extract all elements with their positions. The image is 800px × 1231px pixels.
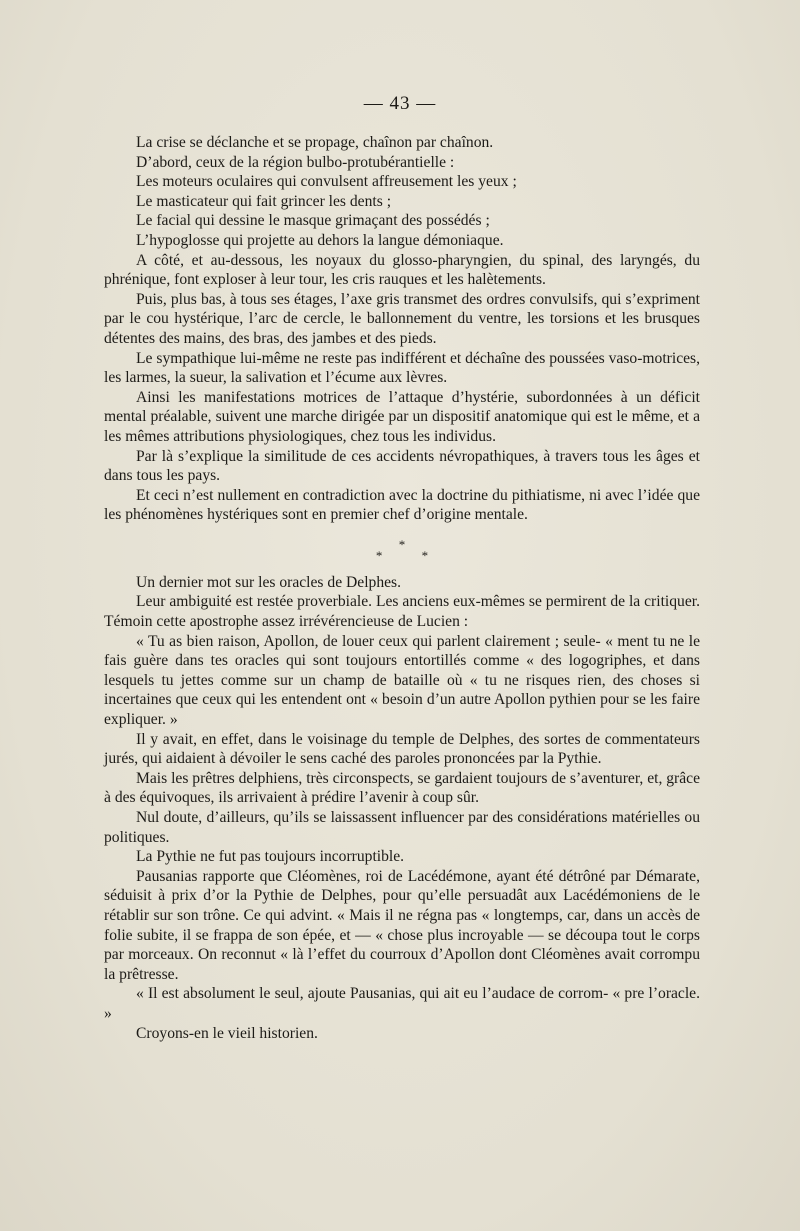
paragraph: Leur ambiguité est restée proverbiale. Les anciens eux-mêmes se permirent de la critiquer. Témoin cette apostrophe assez irrévérencieuse de Lucien : [104, 593, 700, 631]
paragraph: D’abord, ceux de la région bulbo-protubérantielle : [136, 153, 455, 171]
paragraph: Le masticateur qui fait grincer les dents ; [136, 192, 392, 210]
asterisk-top: * [398, 536, 406, 552]
paragraph: Nul doute, d’ailleurs, qu’ils se laissassent influencer par des considérations matérielles ou politiques. [104, 809, 700, 846]
paragraph: La Pythie ne fut pas toujours incorruptible. [136, 848, 405, 866]
asterisk-bottom: * * [375, 547, 447, 563]
paragraph: A côté, et au-dessous, les noyaux du glosso-pharyngien, du spinal, des laryngés, du phrénique, font exploser à leur tour, les cris rauques et les halètements. [104, 251, 700, 289]
paragraph: Le facial qui dessine le masque grimaçant des possédés ; [136, 212, 490, 230]
paragraph: Et ceci n’est nullement en contradiction avec la doctrine du pithiatisme, ni avec l’idée que les phénomènes hystériques sont en premier chef d’origine mentale. [104, 486, 700, 524]
quotation: « Il est absolument le seul, ajoute Pausanias, qui ait eu l’audace de corrom- « pre l’oracle. » [104, 985, 700, 1022]
section-separator [104, 536, 700, 563]
paragraph: Un dernier mot sur les oracles de Delphes. [136, 573, 402, 591]
paragraph: Mais les prêtres delphiens, très circonspects, se gardaient toujours de s’aventurer, et, grâce à des équivoques, ils arrivaient à prédire l’avenir à coup sûr. [104, 769, 701, 807]
page-number: — 43 — [363, 93, 437, 114]
paragraph: Les moteurs oculaires qui convulsent affreusement les yeux ; [136, 173, 517, 191]
paragraph: Le sympathique lui-même ne reste pas indifférent et déchaîne des poussées vaso-motrices, les larmes, la sueur, la salivation et l’écume aux lèvres. [104, 349, 700, 387]
paragraph: L’hypoglosse qui projette au dehors la langue démoniaque. [136, 231, 504, 249]
paragraph: Croyons-en le vieil historien. [136, 1024, 318, 1042]
paragraph: La crise se déclanche et se propage, chaînon par chaînon. [136, 134, 494, 151]
quotation: « Tu as bien raison, Apollon, de louer ceux qui parlent clairement ; seule- « ment tu ne le fais guère dans tes oracles qui sont toujours entortillés comme « des logogriphes, et dans lesquels tu jettes comme sur un champ de bataille où « tu ne risques rien, des choses si incertaines que ceux qui les entendent ont « besoin d’un autre Apollon pythien pour se les faire expliquer. » [104, 632, 700, 729]
paragraph: Il y avait, en effet, dans le voisinage du temple de Delphes, des sortes de commentateurs jurés, qui aidaient à dévoiler le sens caché des paroles prononcées par la Pythie. [104, 730, 700, 768]
paragraph: Par là s’explique la similitude de ces accidents névropathiques, à travers tous les âges et dans tous les pays. [104, 447, 700, 485]
paragraph: Puis, plus bas, à tous ses étages, l’axe gris transmet des ordres convulsifs, qui s’expriment par le cou hystérique, l’arc de cercle, le ballonnement du ventre, les torsions et les brusques détentes des mains, des bras, des jambes et des pieds. [104, 290, 700, 347]
paragraph: Pausanias rapporte que Cléomènes, roi de Lacédémone, ayant été détrôné par Démarate, séduisit à prix d’or la Pythie de Delphes, pour qu’elle persuadât aux Lacédémoniens de le rétablir sur son trône. Ce qui advint. « Mais il ne régna pas « longtemps, car, dans un accès de folie subite, il se frappa de son épée, et — « chose plus incroyable — se découpa tout le corps par morceaux. On reconnut « là l’effet du courroux d’Apollon dont Cléomènes avait corrompu la prêtresse. [104, 867, 700, 983]
paragraph: Ainsi les manifestations motrices de l’attaque d’hystérie, subordonnées à un déficit mental préalable, suivent une marche dirigée par un dispositif anatomique qui est le même, et a les mêmes attributions physiologiques, chez tous les individus. [104, 388, 700, 445]
body-text [104, 133, 700, 1043]
